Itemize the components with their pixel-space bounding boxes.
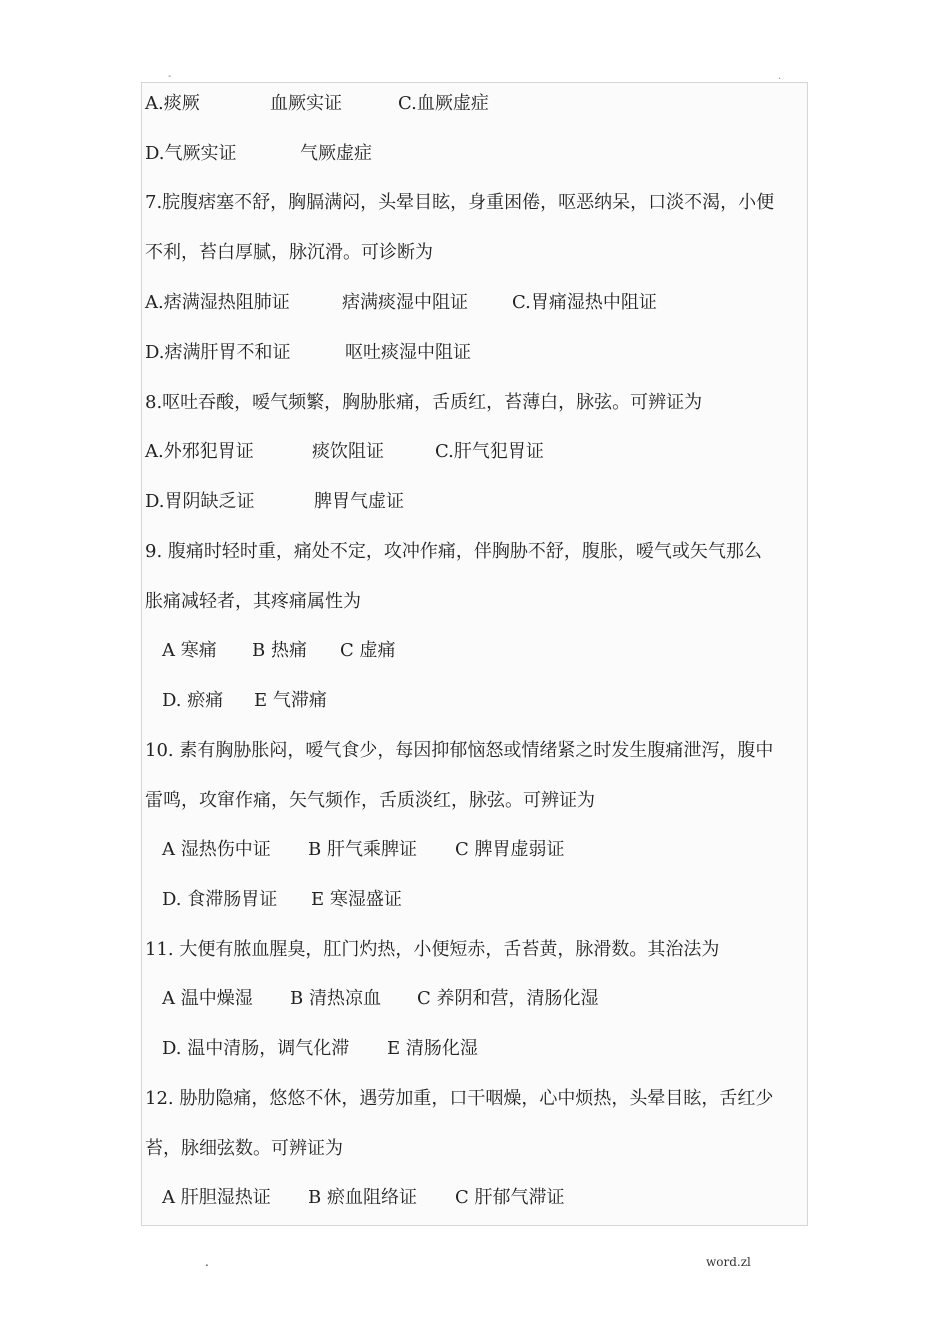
question-12-line-2: 苔，脉细弦数。可辨证为	[145, 1138, 343, 1159]
question-9-line-2: 胀痛减轻者，其疼痛属性为	[145, 591, 361, 612]
option-b: B 肝气乘脾证	[308, 839, 417, 860]
option-d: D.胃阴缺乏证	[145, 491, 255, 512]
footer-source-label: word.zl	[706, 1255, 751, 1269]
question-11: 11. 大便有脓血腥臭，肛门灼热，小便短赤，舌苔黄，脉滑数。其治法为	[145, 939, 720, 960]
option-e: 脾胃气虚证	[314, 491, 404, 512]
option-d: D. 温中清肠，调气化滞	[162, 1038, 350, 1059]
question-9-line-1: 9. 腹痛时轻时重，痛处不定，攻冲作痛，伴胸胁不舒，腹胀，嗳气或矢气那么	[145, 541, 762, 562]
question-7-line-2: 不利，苔白厚腻，脉沉滑。可诊断为	[145, 242, 433, 263]
option-b: B 清热凉血	[290, 988, 381, 1009]
option-b: 痞满痰湿中阻证	[342, 292, 468, 313]
question-10-line-1: 10. 素有胸胁胀闷，嗳气食少，每因抑郁恼怒或情绪紧之时发生腹痛泄泻，腹中	[145, 740, 774, 761]
top-left-mark: -	[168, 71, 172, 82]
option-d: D. 食滞肠胃证	[162, 889, 278, 910]
option-a: A 湿热伤中证	[162, 839, 271, 860]
option-c: C 脾胃虚弱证	[455, 839, 565, 860]
question-8: 8.呕吐吞酸，嗳气频繁，胸胁胀痛，舌质红，苔薄白，脉弦。可辨证为	[145, 392, 703, 413]
option-c: C.胃痛湿热中阻证	[512, 292, 657, 313]
option-e: E 清肠化湿	[387, 1038, 478, 1059]
option-c: C 肝郁气滞证	[455, 1187, 565, 1208]
option-c: C.血厥虚症	[398, 93, 489, 114]
option-d: D.痞满肝胃不和证	[145, 342, 291, 363]
option-c: C 虚痛	[340, 640, 396, 661]
option-e: E 气滞痛	[254, 690, 327, 711]
question-content-box	[141, 82, 808, 1226]
option-b: 血厥实证	[270, 93, 342, 114]
footer-left-mark: .	[205, 1255, 209, 1269]
option-b: 痰饮阻证	[312, 441, 384, 462]
option-b: B 瘀血阻络证	[308, 1187, 417, 1208]
top-right-mark: .	[778, 71, 782, 82]
option-d: D.气厥实证	[145, 143, 237, 164]
question-12-line-1: 12. 胁肋隐痛，悠悠不休，遇劳加重，口干咽燥，心中烦热，头晕目眩，舌红少	[145, 1088, 774, 1109]
option-e: E 寒湿盛证	[311, 889, 402, 910]
option-e: 气厥虚症	[300, 143, 372, 164]
option-a: A 温中燥湿	[162, 988, 253, 1009]
question-7-line-1: 7.脘腹痞塞不舒，胸膈满闷，头晕目眩，身重困倦，呕恶纳呆，口淡不渴，小便	[145, 192, 775, 213]
option-b: B 热痛	[252, 640, 307, 661]
option-a: A 肝胆湿热证	[162, 1187, 271, 1208]
option-a: A.痰厥	[145, 93, 200, 114]
option-d: D. 瘀痛	[162, 690, 224, 711]
option-e: 呕吐痰湿中阻证	[345, 342, 471, 363]
option-a: A 寒痛	[162, 640, 217, 661]
option-a: A.外邪犯胃证	[145, 441, 254, 462]
option-c: C 养阴和营，清肠化湿	[417, 988, 599, 1009]
question-10-line-2: 雷鸣，攻窜作痛，矢气频作，舌质淡红，脉弦。可辨证为	[145, 790, 595, 811]
option-a: A.痞满湿热阻肺证	[145, 292, 290, 313]
option-c: C.肝气犯胃证	[435, 441, 544, 462]
